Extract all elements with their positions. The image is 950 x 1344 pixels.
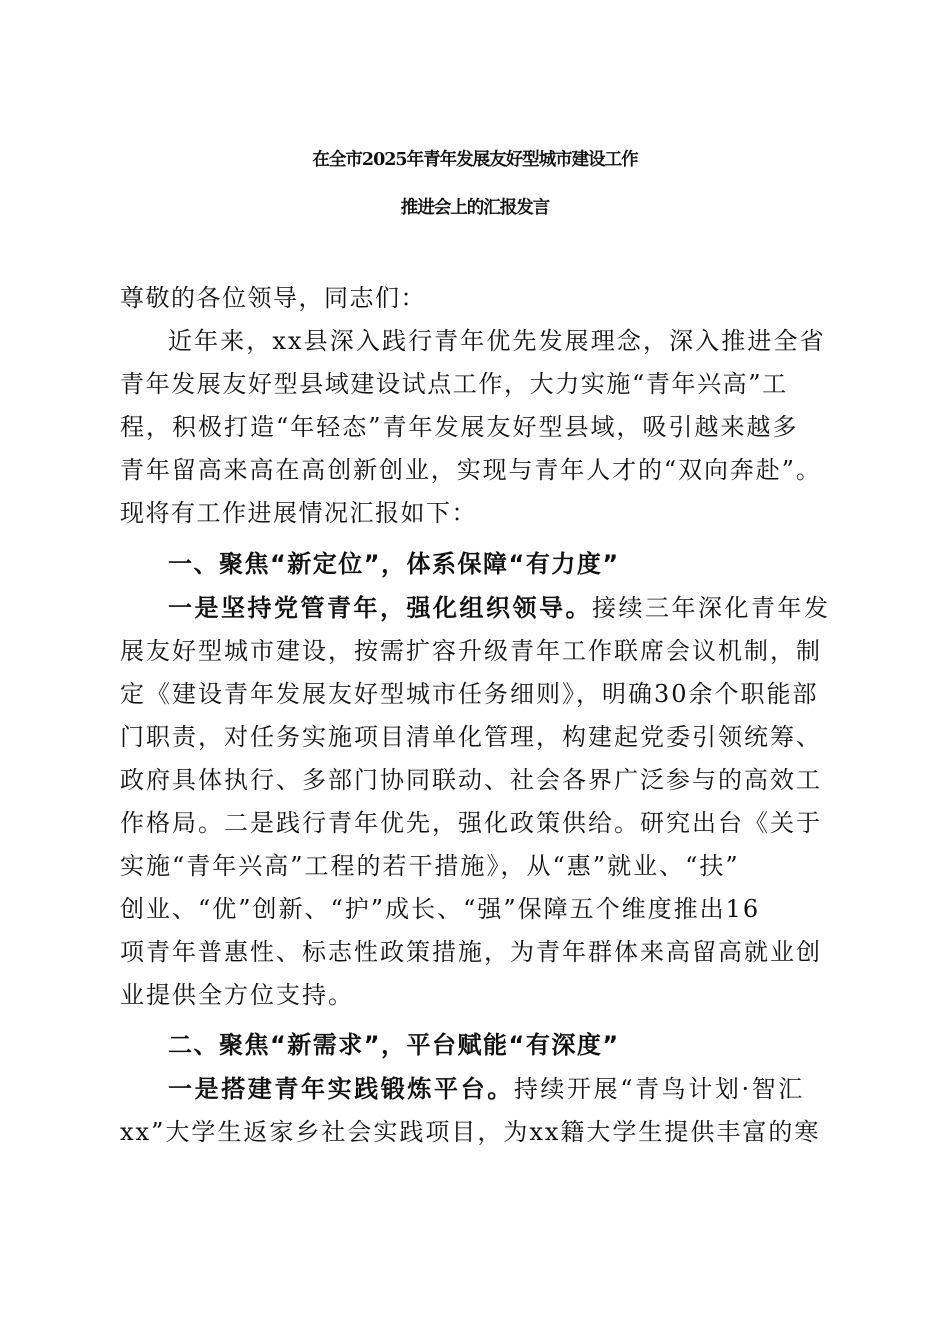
document-title-line-1: 在全市2025年青年发展友好型城市建设工作 bbox=[312, 150, 638, 170]
section-1-heading: 一、聚焦“新定位”，体系保障“有力度” bbox=[168, 550, 620, 578]
document-title-line-2: 推进会上的汇报发言 bbox=[400, 198, 550, 218]
section-1-line-5: 政府具体执行、多部门协同联动、社会各界广泛参与的高效工 bbox=[120, 766, 822, 794]
section-1-line-10: 业提供全方位支持。 bbox=[120, 981, 354, 1009]
section-2-heading: 二、聚焦“新需求”，平台赋能“有深度” bbox=[168, 1031, 620, 1059]
section-1-lead: 一是坚持党管青年，强化组织领导。 bbox=[168, 593, 592, 622]
section-1-line-1-text: 接续三年深化青年发 bbox=[592, 594, 831, 622]
intro-line-2: 青年发展友好型县域建设试点工作，大力实施“青年兴高”工 bbox=[120, 370, 788, 398]
intro-line-1: 近年来，xx县深入践行青年优先发展理念，深入推进全省 bbox=[168, 327, 826, 355]
section-1-line-9: 项青年普惠性、标志性政策措施，为青年群体来高留高就业创 bbox=[120, 938, 822, 966]
section-1-line-3: 定《建设青年发展友好型城市任务细则》，明确30余个职能部 bbox=[120, 680, 819, 708]
salutation: 尊敬的各位领导，同志们： bbox=[120, 284, 426, 312]
section-1-line-6: 作格局。二是践行青年优先，强化政策供给。研究出台《关于 bbox=[120, 809, 822, 837]
section-2-lead: 一是搭建青年实践锻炼平台。 bbox=[168, 1074, 514, 1103]
intro-line-4: 青年留高来高在高创新创业，实现与青年人才的“双向奔赴”。 bbox=[120, 456, 822, 484]
section-1-line-7: 实施“青年兴高”工程的若干措施》，从“惠”就业、“扶” bbox=[120, 852, 740, 880]
section-1-line-2: 展友好型城市建设，按需扩容升级青年工作联席会议机制，制 bbox=[120, 637, 822, 665]
section-2-line-2: xx”大学生返家乡社会实践项目，为xx籍大学生提供丰富的寒 bbox=[120, 1118, 821, 1146]
intro-line-5: 现将有工作进展情况汇报如下： bbox=[120, 499, 477, 527]
section-1-line-4: 门职责，对任务实施项目清单化管理，构建起党委引领统筹、 bbox=[120, 723, 822, 751]
section-1-line-1 bbox=[168, 593, 831, 623]
section-2-line-1 bbox=[168, 1074, 805, 1104]
intro-line-3: 程，积极打造“年轻态”青年发展友好型县域，吸引越来越多 bbox=[120, 413, 799, 441]
section-1-line-8: 创业、“优”创新、“护”成长、“强”保障五个维度推出16 bbox=[120, 895, 761, 923]
section-2-line-1-text: 持续开展“青鸟计划·智汇 bbox=[513, 1075, 805, 1103]
